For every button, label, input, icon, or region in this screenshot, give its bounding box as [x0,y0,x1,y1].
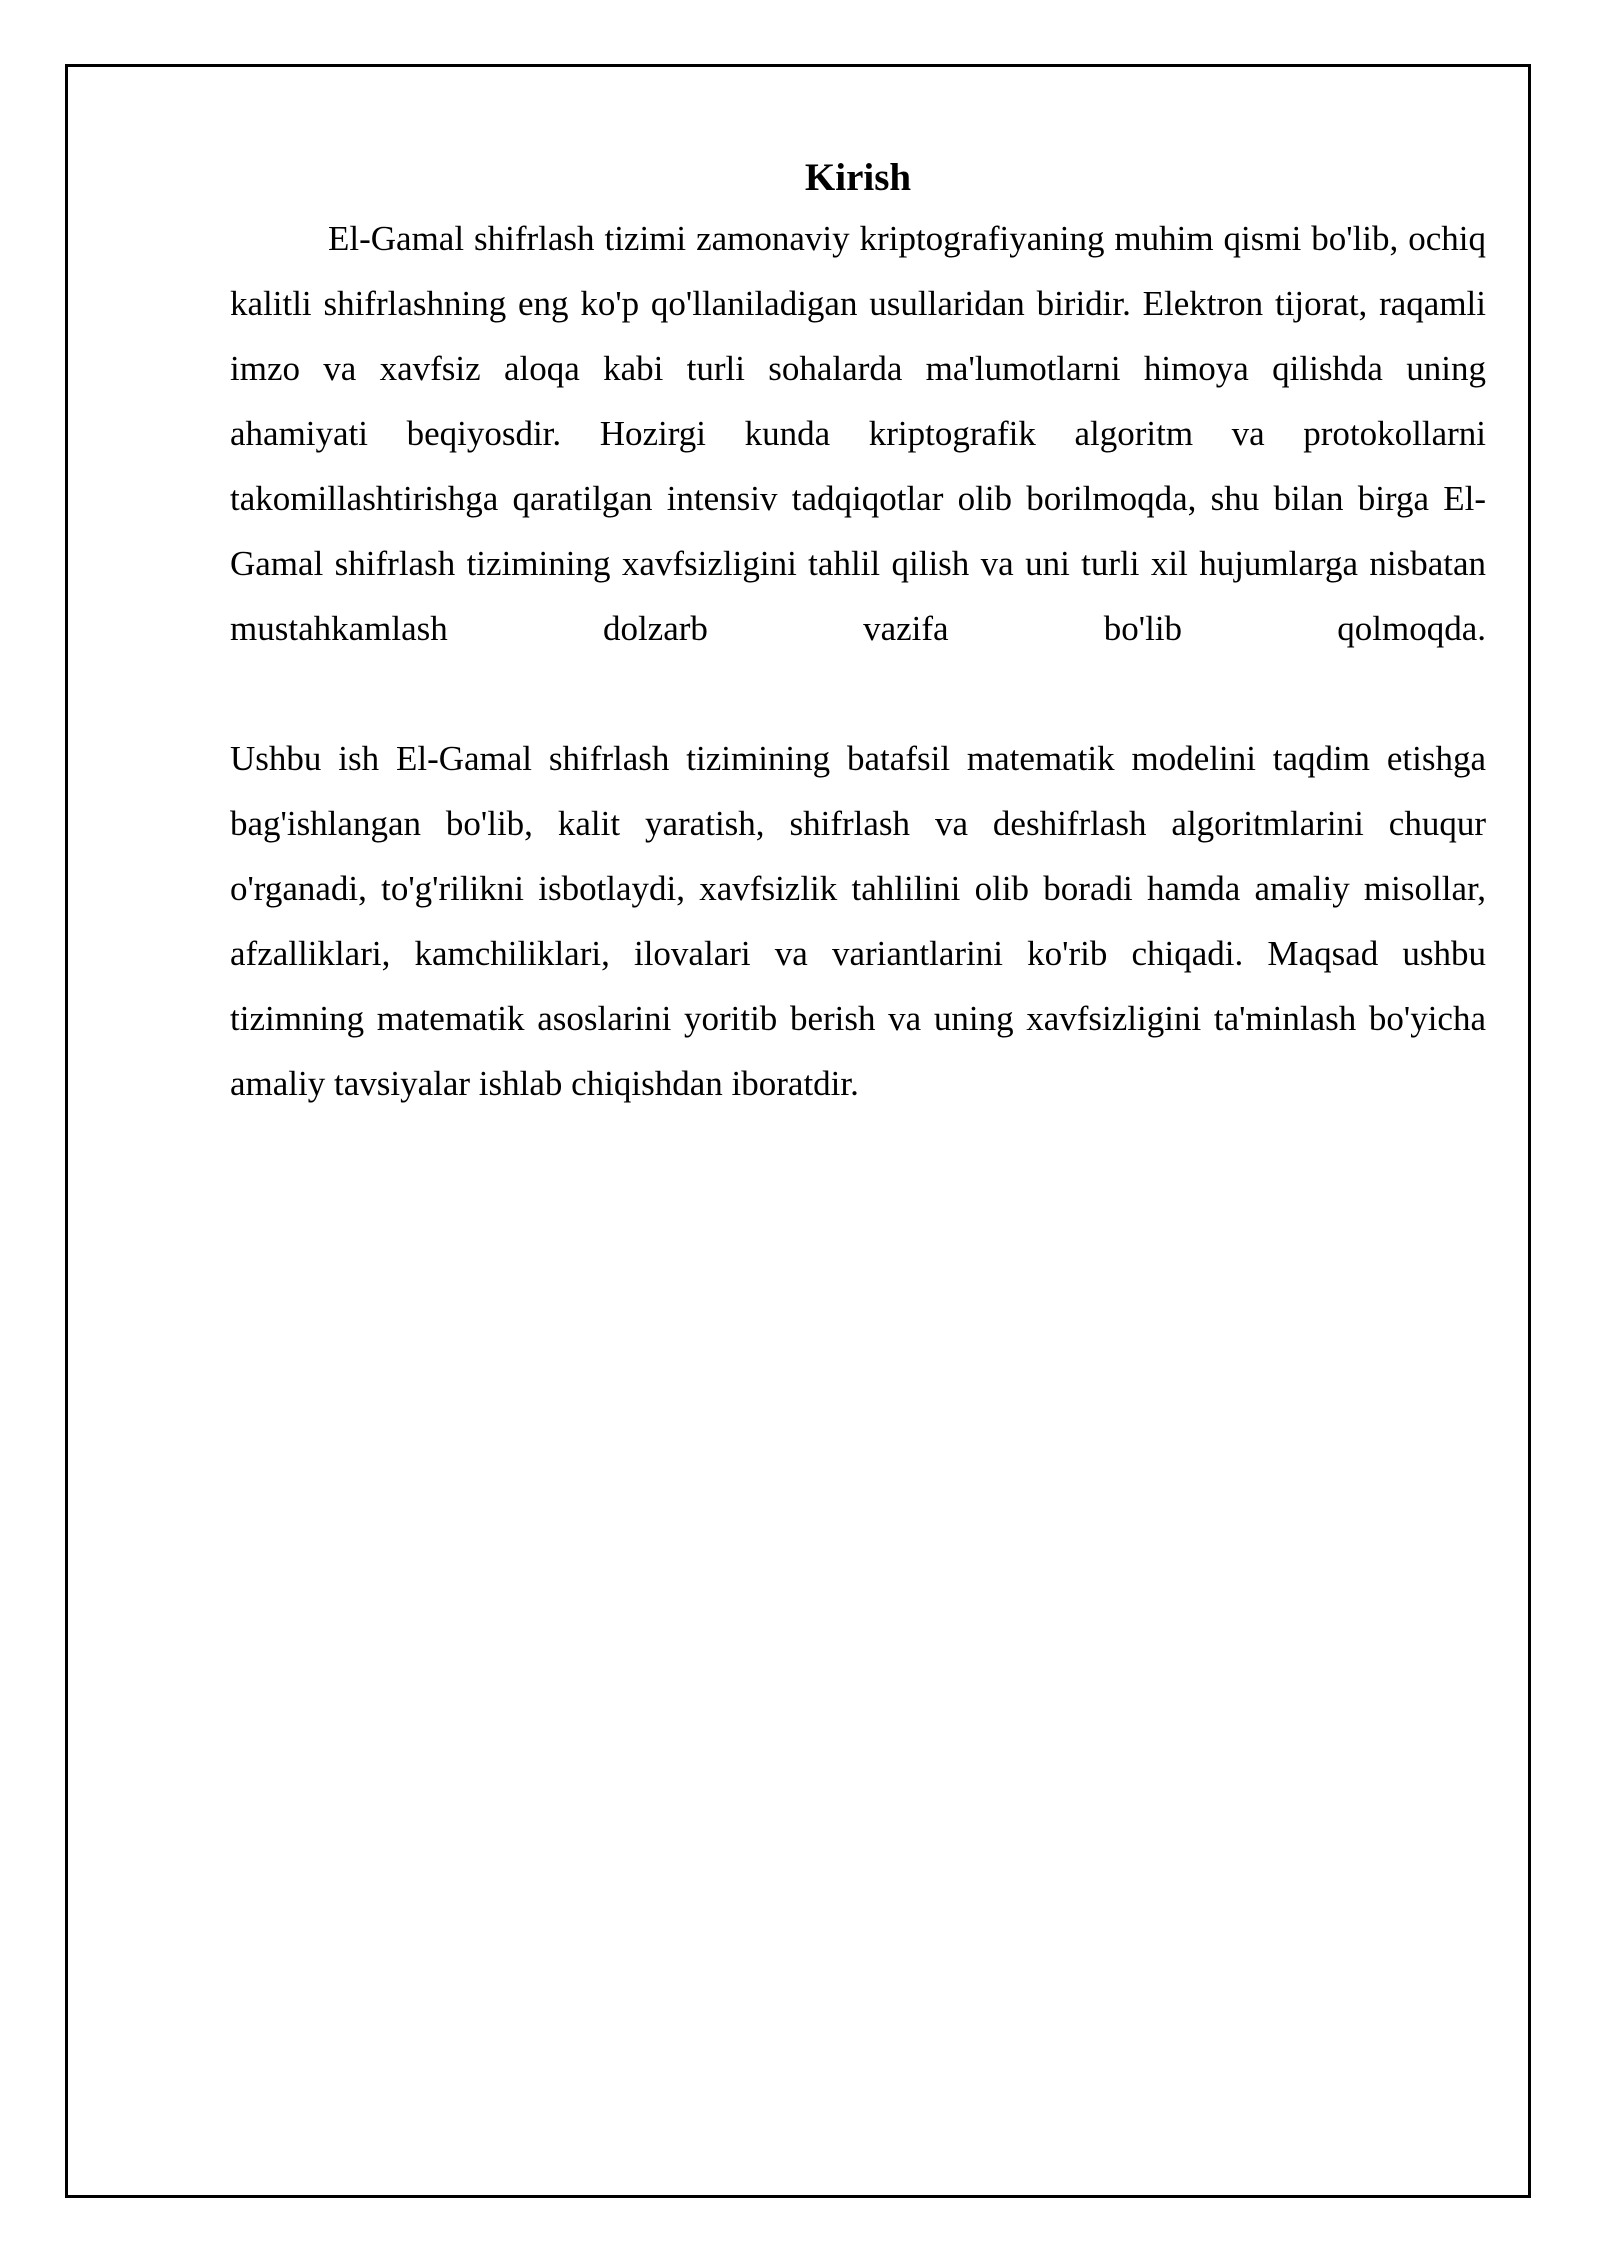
intro-paragraph-1: El-Gamal shifrlash tizimi zamonaviy kriptografiyaning muhim qismi bo'lib, ochiq kalitli shifrlashning eng ko'p qo'llaniladigan usullaridan biridir. Elektron tijorat, raqamli imzo va xavfsiz aloqa kabi turli sohalarda ma'lumotlarni himoya qilishda uning ahamiyati beqiyosdir. Hozirgi kunda kriptografik algoritm va protokollarni takomillashtirishga qaratilgan intensiv tadqiqotlar olib borilmoqda, shu bilan birga El-Gamal shifrlash tizimining xavfsizligini tahlil qilish va uni turli xil hujumlarga nisbatan mustahkamlash dolzarb vazifa bo'lib qolmoqda. [230,219,1486,648]
intro-paragraph-2: Ushbu ish El-Gamal shifrlash tizimining batafsil matematik modelini taqdim etishga bag'ishlangan bo'lib, kalit yaratish, shifrlash va deshifrlash algoritmlarini chuqur o'rganadi, to'g'rilikni isbotlaydi, xavfsizlik tahlilini olib boradi hamda amaliy misollar, afzalliklari, kamchiliklari, ilovalari va variantlarini ko'rib chiqadi. Maqsad ushbu tizimning matematik asoslarini yoritib berish va uning xavfsizligini ta'minlash bo'yicha amaliy tavsiyalar ishlab chiqishdan iboratdir. [230,739,1486,1103]
paragraph-spacer [230,661,1486,726]
document-title: Kirish [804,156,912,199]
document-body [230,150,1486,1116]
